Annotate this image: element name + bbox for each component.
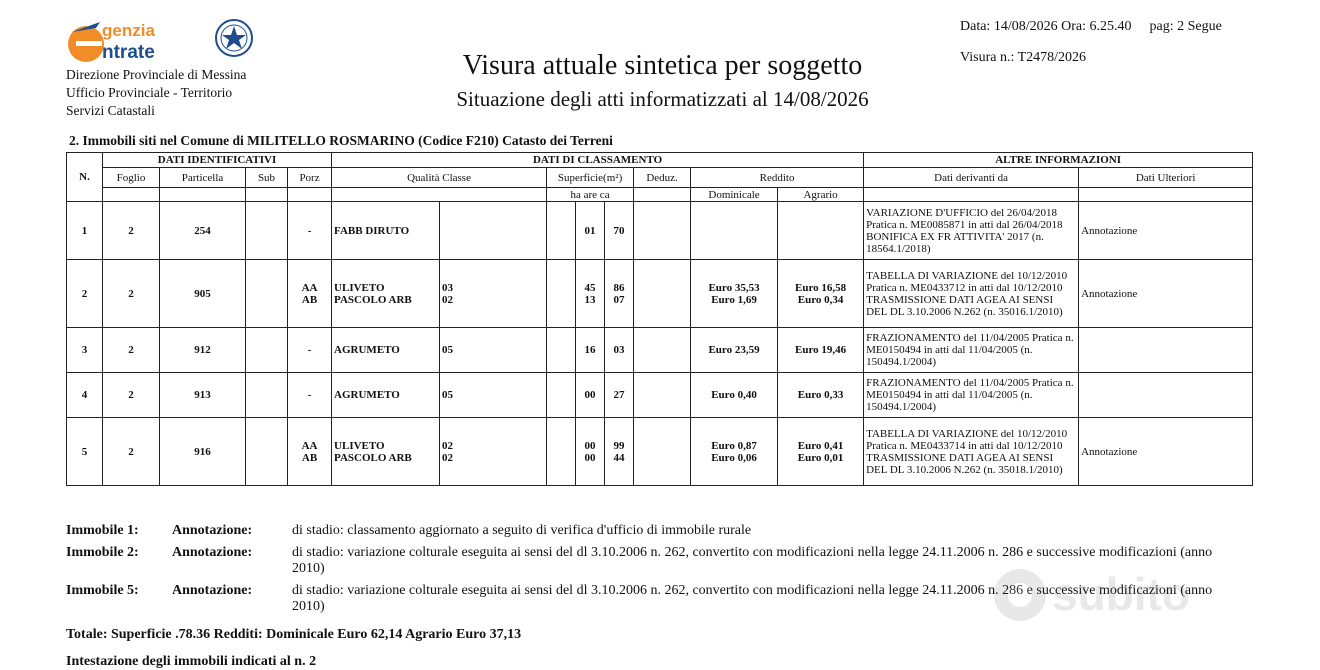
document-subtitle: Situazione degli atti informatizzati al 14/08/2026 [456,87,869,111]
table-row [67,418,1253,486]
cell-dominicale-value: Euro 0,87 [711,439,757,452]
cell-are-value: 00 [584,451,596,464]
annotation-item [66,523,1246,539]
cell-ca-value: 86 [613,281,625,294]
cell-n: 3 [67,328,103,373]
cell-dati-ulteriori [1079,328,1253,373]
cell-agrario-value: Euro 16,58 [795,281,847,294]
cell-ha [547,418,576,486]
cell-dominicale [691,328,778,373]
table-row [67,328,1253,373]
cadastral-table [66,152,1253,486]
cell-dati-derivanti: TABELLA DI VARIAZIONE del 10/12/2010 Pratica n. ME0433712 in atti dal 10/12/2010 TRASMISSIONE DATI AGEA AI SENSI DEL DL 3.10.2006 N.262 (n. 35016.1/2010) [864,260,1079,328]
annotation-label: Immobile 2: [66,545,139,560]
annotation-kind: Annotazione: [172,523,253,538]
cell-dominicale [691,260,778,328]
date-time: Data: 14/08/2026 Ora: 6.25.40 [960,19,1132,34]
cell-are-value: 16 [584,344,596,356]
cell-ca-value: 44 [613,451,625,464]
cell-dati-derivanti: TABELLA DI VARIAZIONE del 10/12/2010 Pratica n. ME0433714 in atti dal 10/12/2010 TRASMISSIONE DATI AGEA AI SENSI DEL DL 3.10.2006 N.262 (n. 35018.1/2010) [864,418,1079,486]
header-ha-are-ca: ha are ca [547,188,634,202]
header-row-sub [67,188,1253,202]
cell-classe-value: 02 [442,293,454,306]
cell-classe-value: 03 [442,281,454,294]
annotation-label: Immobile 1: [66,523,139,538]
cell-ha [547,260,576,328]
cell-qualita [332,328,440,373]
cell-dominicale-value: Euro 1,69 [711,293,757,306]
header-dominicale: Dominicale [691,188,778,202]
header-qualita-classe: Qualità Classe [332,168,547,188]
header-identificativi: DATI IDENTIFICATIVI [103,153,332,168]
cell-dati-ulteriori: Annotazione [1079,260,1253,328]
annotation-item [66,545,1246,577]
cell-porz [288,418,332,486]
logo-text-line2: ntrate [102,42,155,63]
totals-line: Totale: Superficie .78.36 Redditi: Dominicale Euro 62,14 Agrario Euro 37,13 [66,627,522,642]
watermark-text: subito [1052,568,1190,620]
cell-are-value: 45 [584,281,596,294]
cell-porz [288,202,332,260]
cell-sub [246,260,288,328]
cell-deduz [634,202,691,260]
cell-dati-derivanti: FRAZIONAMENTO del 11/04/2005 Pratica n. ME0150494 in atti dal 11/04/2005 (n. 150494.1/2004) [864,373,1079,418]
cell-ca-value: 27 [613,389,625,401]
annotation-text: di stadio: variazione colturale eseguita ai sensi del dl 3.10.2006 n. 262, convertito con modificazioni nella legge 24.11.2006 n. 286 e successive modificazioni (anno 2010) [292,583,1213,614]
header-reddito: Reddito [691,168,864,188]
cell-dominicale-value: Euro 23,59 [708,344,760,356]
agenzia-entrate-logo [66,14,266,66]
table-row [67,202,1253,260]
cell-dominicale [691,418,778,486]
cell-qualita-value: AGRUMETO [334,389,400,401]
cell-classe [440,373,547,418]
cell-are-value: 00 [584,389,596,401]
cell-ha [547,202,576,260]
cell-sub [246,328,288,373]
cell-ca-value: 03 [613,344,625,356]
header-foglio: Foglio [103,168,160,188]
cell-deduz [634,373,691,418]
cell-porz [288,260,332,328]
cell-dati-ulteriori: Annotazione [1079,202,1253,260]
cell-dominicale-value: Euro 0,06 [711,451,757,464]
annotation-text: di stadio: classamento aggiornato a seguito di verifica d'ufficio di immobile rurale [292,523,752,538]
table-body [67,202,1253,486]
cell-agrario [778,373,864,418]
cell-agrario [778,260,864,328]
cell-particella: 913 [160,373,246,418]
cell-particella: 905 [160,260,246,328]
header-superficie: Superficie(m²) [547,168,634,188]
cell-n: 1 [67,202,103,260]
document-title: Visura attuale sintetica per soggetto [462,50,863,81]
cell-agrario-value: Euro 0,34 [797,293,844,306]
cell-porz-value: AB [301,451,318,464]
cell-are [576,328,605,373]
header-sub: Sub [246,168,288,188]
cell-porz [288,328,332,373]
cut-off-line: Intestazione degli immobili indicati al n. 2 [66,654,317,669]
cell-are-value: 01 [584,224,596,237]
cell-dati-derivanti: VARIAZIONE D'UFFICIO del 26/04/2018 Pratica n. ME0085871 in atti dal 26/04/2018 BONIFICA EX FR ATTIVITA' 2017 (n. 18564.1/2018) [864,202,1079,260]
cell-classe [440,202,547,260]
header-porz: Porz [288,168,332,188]
annotation-kind: Annotazione: [172,545,253,560]
annotations [66,523,1246,621]
cell-classe-value: 02 [442,451,454,464]
header-deduz: Deduz. [634,168,691,188]
cell-ca-value: 99 [613,439,625,452]
cell-foglio: 2 [103,260,160,328]
cell-are [576,373,605,418]
cell-n: 5 [67,418,103,486]
cell-classe-value: 02 [442,439,454,452]
header-dati-ulteriori: Dati Ulteriori [1079,168,1253,188]
cell-foglio: 2 [103,373,160,418]
header-n: N. [67,153,103,202]
cell-foglio: 2 [103,202,160,260]
cell-classe-value: 05 [442,344,454,356]
cell-particella: 912 [160,328,246,373]
cell-ha [547,328,576,373]
cell-n: 2 [67,260,103,328]
cell-dominicale [691,202,778,260]
header-agrario: Agrario [778,188,864,202]
cell-sub [246,202,288,260]
logo-graphic [66,14,266,66]
cell-agrario-value: Euro 0,01 [797,451,844,464]
cell-dominicale-value: Euro 0,40 [711,389,757,401]
cell-are [576,202,605,260]
cell-qualita-value: ULIVETO [334,281,385,294]
cell-qualita [332,202,440,260]
header-particella: Particella [160,168,246,188]
cell-ca [605,202,634,260]
cell-sub [246,373,288,418]
emblem-icon [216,20,252,56]
cell-porz [288,373,332,418]
header-row-groups [67,153,1253,168]
cell-agrario-value: Euro 0,33 [797,389,844,401]
cell-are [576,260,605,328]
cell-porz-value: - [307,344,312,356]
cell-classe [440,260,547,328]
annotation-kind: Annotazione: [172,583,253,598]
cell-porz-value: AA [301,439,318,452]
table-row [67,260,1253,328]
cell-qualita-value: ULIVETO [334,439,385,452]
header-altre: ALTRE INFORMAZIONI [864,153,1253,168]
cell-foglio: 2 [103,328,160,373]
office-line: Ufficio Provinciale - Territorio [66,85,233,100]
cell-porz-value: - [307,389,312,401]
cell-sub [246,418,288,486]
logo-text-line1: genzia [102,21,155,40]
cell-ca [605,328,634,373]
page-number: pag: 2 Segue [1149,19,1222,34]
cell-classe-value: 05 [442,389,454,401]
cell-agrario [778,418,864,486]
cell-are [576,418,605,486]
cell-deduz [634,260,691,328]
cell-n: 4 [67,373,103,418]
cell-qualita-value: AGRUMETO [334,344,400,356]
cell-particella: 254 [160,202,246,260]
annotation-label: Immobile 5: [66,583,139,598]
table-row [67,373,1253,418]
cell-qualita [332,260,440,328]
visura-number: Visura n.: T2478/2026 [960,50,1087,65]
office-line: Servizi Catastali [66,103,155,118]
meta-datetime-page [960,19,1222,35]
cell-dominicale-value: Euro 35,53 [708,281,760,294]
cell-porz-value: AA [301,281,318,294]
cell-dominicale [691,373,778,418]
cell-classe [440,328,547,373]
cell-qualita [332,373,440,418]
cell-ha [547,373,576,418]
header-classamento: DATI DI CLASSAMENTO [332,153,864,168]
cell-are-value: 00 [584,439,596,452]
cell-agrario-value: Euro 0,41 [797,439,844,452]
cell-dati-ulteriori [1079,373,1253,418]
section-title: 2. Immobili siti nel Comune di MILITELLO ROSMARINO (Codice F210) Catasto dei Terreni [69,133,613,148]
cell-foglio: 2 [103,418,160,486]
cell-qualita-value: PASCOLO ARB [334,293,412,306]
cell-qualita-value: FABB DIRUTO [334,224,410,237]
cell-ca [605,260,634,328]
cell-porz-value: AB [301,293,318,306]
annotation-item [66,583,1246,615]
office-info [66,66,246,120]
cell-porz-value: - [307,224,312,237]
cell-agrario [778,202,864,260]
cell-ca [605,373,634,418]
cell-deduz [634,418,691,486]
cell-qualita [332,418,440,486]
cell-dati-derivanti: FRAZIONAMENTO del 11/04/2005 Pratica n. ME0150494 in atti dal 11/04/2005 (n. 150494.1/2004) [864,328,1079,373]
cell-agrario-value: Euro 19,46 [795,344,847,356]
cell-qualita-value: PASCOLO ARB [334,451,412,464]
cell-classe [440,418,547,486]
cell-particella: 916 [160,418,246,486]
cell-agrario [778,328,864,373]
annotation-text: di stadio: variazione colturale eseguita ai sensi del dl 3.10.2006 n. 262, convertito con modificazioni nella legge 24.11.2006 n. 286 e successive modificazioni (anno 2010) [292,545,1213,576]
cell-ca-value: 07 [613,293,625,306]
cell-deduz [634,328,691,373]
header-row-columns [67,168,1253,188]
cell-ca-value: 70 [613,224,625,237]
cell-ca [605,418,634,486]
cell-are-value: 13 [584,293,596,306]
header-dati-derivanti: Dati derivanti da [864,168,1079,188]
cell-dati-ulteriori: Annotazione [1079,418,1253,486]
office-line: Direzione Provinciale di Messina [66,67,247,82]
